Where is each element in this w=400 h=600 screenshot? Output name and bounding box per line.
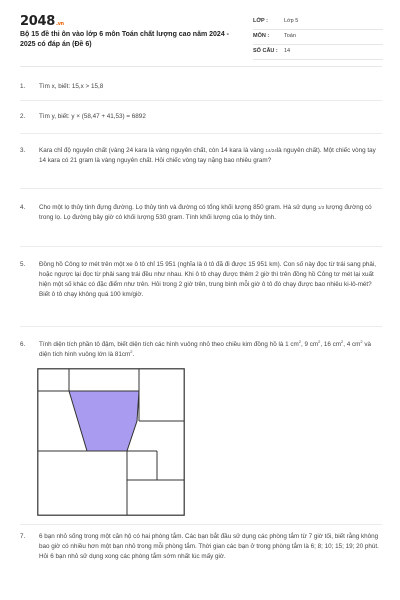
question-number: 1. <box>20 83 26 90</box>
header-divider <box>20 66 382 67</box>
question-text: Tính diện tích phần tô đậm, biết diện tích các hình vuông nhỏ theo chiều kim đồng hồ là 1 $cm^2$, 9 $cm^2$, 16 $cm^2$, 4 $cm^2$ và diện tích hình vuông lớn là $81cm^2$. <box>39 338 372 358</box>
question-7 <box>20 532 382 562</box>
question-3 <box>20 146 382 166</box>
question-divider <box>20 326 382 327</box>
meta-key: SỐ CÂU : <box>253 48 278 54</box>
question-divider <box>20 133 382 134</box>
meta-value: Lớp 5 <box>284 18 299 24</box>
meta-key: LỚP : <box>253 18 268 24</box>
question-divider <box>20 246 382 247</box>
question-number: 4. <box>20 204 26 211</box>
meta-row-class <box>253 16 383 30</box>
meta-key: MÔN : <box>253 33 270 39</box>
question-text: 6 bạn nhỏ sống trong một căn hộ có hai phòng tắm. Các bạn bắt đầu sử dụng các phòng tắm từ 7 giờ tối, biết rằng không bao giờ có nhiều hơn một bạn nhỏ trong mỗi phòng tắm. Thời gian các bạn ở trong phòng tắm là 6; 8; 10; 15; 19; 20 phút. Hỏi 6 bạn nhỏ sử dụng xong các phòng tắm sớm nhất lúc mấy giờ. <box>39 533 379 560</box>
fraction: 14/24 <box>265 148 277 153</box>
document-title: Bộ 15 đề thi ôn vào lớp 6 môn Toán chất lượng cao năm 2024 - 2025 có đáp án (Đề 6) <box>20 31 229 48</box>
question-divider <box>20 524 382 525</box>
question-6 <box>20 340 382 360</box>
logo-tld: .vn <box>55 21 64 27</box>
question-number: 6. <box>20 341 26 348</box>
fraction: 1/3 <box>317 205 325 210</box>
meta-row-subject <box>253 31 383 45</box>
question-text: Cho một lọ thủy tinh đựng đường. Lọ thủy tinh và đường có tổng khối lượng 850 gram. Hà sử dụng 1/3 lượng đường có trong lọ. Lọ đường bây giờ có khối lượng 530 gram. Tính khối lượng của lọ thủy tinh. <box>39 204 372 221</box>
meta-value: Toán <box>284 33 296 39</box>
site-logo[interactable] <box>20 14 64 29</box>
meta-panel <box>253 16 383 61</box>
question-4 <box>20 203 382 223</box>
question-text: Tìm y, biết: y × (58,47 + 41,53) = 6892 <box>39 113 146 120</box>
question-number: 7. <box>20 533 26 540</box>
question-text: Kara chỉ độ nguyên chất (vàng 24 kara là vàng nguyên chất, còn 14 kara là vàng 14/24là nguyên chất). Một chiếc vòng tay 14 kara có 21 gram là vàng nguyên chất. Hỏi chiếc vòng tay nặng bao nhiêu gram? <box>39 147 376 164</box>
question-number: 5. <box>20 261 26 268</box>
logo-text: 2048 <box>20 14 55 29</box>
question-number: 2. <box>20 113 26 120</box>
question-divider <box>20 100 382 101</box>
squares-figure <box>37 368 185 516</box>
question-2 <box>20 112 382 122</box>
question-divider <box>20 188 382 189</box>
meta-value: 14 <box>284 48 291 54</box>
question-text: Đồng hồ Công tơ mét trên một xe ô tô chỉ 15 951 (nghĩa là ô tô đã đi được 15 951 km). Con số này đọc từ trái sang phải, hoặc ngược lại đọc từ phải sang trái đều như nhau. Khi ô tô chạy được thêm 2 giờ thì trên đồng hồ Công tơ mét lại xuất hiện một số khác có đặc điểm như trên. Hỏi trong 2 giờ trên, trung bình mỗi giờ ô tô đó chạy được bao nhiêu ki-lô-mét? Biết ô tô chạy không quá 100 km/giờ. <box>39 261 376 298</box>
question-number: 3. <box>20 147 26 154</box>
meta-row-count <box>253 46 383 60</box>
page-header <box>0 0 400 72</box>
question-5 <box>20 260 382 300</box>
question-1 <box>20 82 382 92</box>
question-text: Tìm x, biết: 15,x > 15,8 <box>39 83 104 90</box>
